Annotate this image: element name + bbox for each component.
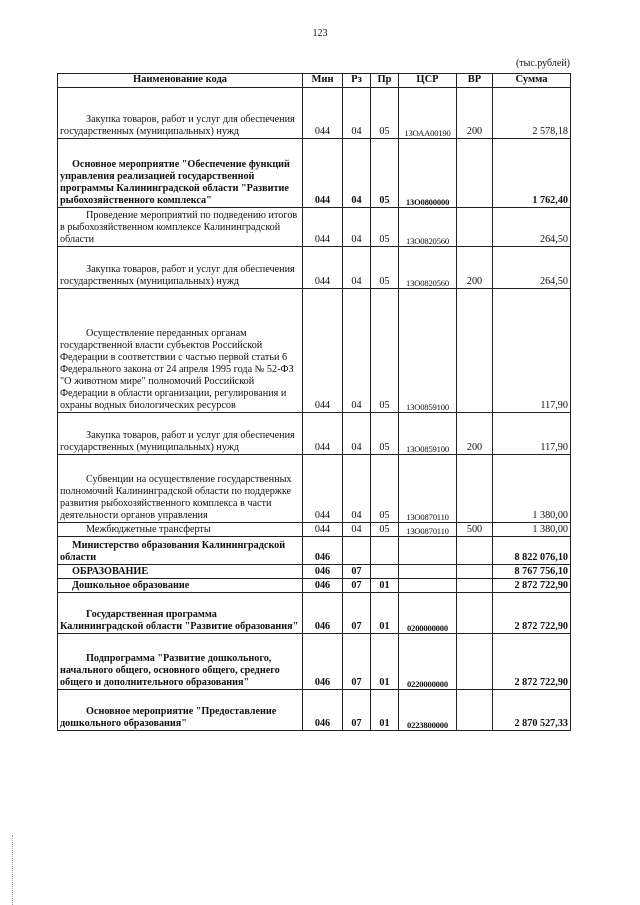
row-name: Основное мероприятие "Предоставление дошкольного образования" xyxy=(58,690,303,731)
row-name: Закупка товаров, работ и услуг для обеспечения государственных (муниципальных) нужд xyxy=(58,88,303,139)
row-min: 046 xyxy=(303,537,343,565)
row-sum: 2 872 722,90 xyxy=(493,579,571,593)
row-csr xyxy=(399,565,457,579)
units-label: (тыс.рублей) xyxy=(515,58,570,69)
row-min: 044 xyxy=(303,455,343,523)
row-csr: 13ОАА00190 xyxy=(399,88,457,139)
table-row xyxy=(58,247,571,289)
row-min: 046 xyxy=(303,593,343,634)
row-min: 046 xyxy=(303,579,343,593)
row-rz: 07 xyxy=(343,690,371,731)
row-min: 044 xyxy=(303,247,343,289)
row-pr xyxy=(371,565,399,579)
row-vr xyxy=(457,537,493,565)
row-vr xyxy=(457,139,493,208)
row-rz: 04 xyxy=(343,139,371,208)
row-rz: 04 xyxy=(343,455,371,523)
row-vr: 200 xyxy=(457,413,493,455)
row-name: Дошкольное образование xyxy=(58,579,303,593)
row-name: Проведение мероприятий по подведению итогов в рыбохозяйственном комплексе Калининградской области xyxy=(58,208,303,247)
row-rz xyxy=(343,537,371,565)
row-name: ОБРАЗОВАНИЕ xyxy=(58,565,303,579)
row-vr xyxy=(457,208,493,247)
row-sum: 1 380,00 xyxy=(493,523,571,537)
table-row xyxy=(58,537,571,565)
header-row xyxy=(58,74,571,88)
header-sum: Сумма xyxy=(493,74,571,88)
row-csr: 13О0820560 xyxy=(399,208,457,247)
row-vr xyxy=(457,593,493,634)
row-min: 046 xyxy=(303,634,343,690)
row-min: 044 xyxy=(303,208,343,247)
table-row xyxy=(58,579,571,593)
row-name: Закупка товаров, работ и услуг для обеспечения государственных (муниципальных) нужд xyxy=(58,247,303,289)
table-row xyxy=(58,289,571,413)
table-row xyxy=(58,88,571,139)
row-sum: 8 822 076,10 xyxy=(493,537,571,565)
row-name: Осуществление переданных органам государственной власти субъектов Российской Федерации в соответствии с частью первой статьи 6 Федерального закона от 24 апреля 1995 года № 52-ФЗ "О животном мире" полномочий Российской Федерации в области организации, регулирования и охраны водных биологических ресурсов xyxy=(58,289,303,413)
row-csr: 13О0859100 xyxy=(399,413,457,455)
page-number: 123 xyxy=(312,28,328,39)
row-csr: 0223800000 xyxy=(399,690,457,731)
row-vr xyxy=(457,579,493,593)
row-pr: 05 xyxy=(371,523,399,537)
row-min: 044 xyxy=(303,88,343,139)
row-vr xyxy=(457,455,493,523)
table-row xyxy=(58,208,571,247)
row-pr: 01 xyxy=(371,634,399,690)
row-sum: 2 578,18 xyxy=(493,88,571,139)
table-row xyxy=(58,690,571,731)
row-pr: 05 xyxy=(371,139,399,208)
row-pr: 01 xyxy=(371,690,399,731)
table-row xyxy=(58,593,571,634)
row-sum: 8 767 756,10 xyxy=(493,565,571,579)
header-vr: ВР xyxy=(457,74,493,88)
row-name: Закупка товаров, работ и услуг для обеспечения государственных (муниципальных) нужд xyxy=(58,413,303,455)
header-pr: Пр xyxy=(371,74,399,88)
row-min: 044 xyxy=(303,413,343,455)
row-rz: 04 xyxy=(343,247,371,289)
row-rz: 04 xyxy=(343,523,371,537)
row-rz: 04 xyxy=(343,88,371,139)
table-row xyxy=(58,413,571,455)
row-vr xyxy=(457,565,493,579)
row-pr: 05 xyxy=(371,247,399,289)
row-pr: 05 xyxy=(371,413,399,455)
row-name: Государственная программа Калининградской области "Развитие образования" xyxy=(58,593,303,634)
budget-table xyxy=(57,73,571,731)
row-pr: 05 xyxy=(371,455,399,523)
header-rz: Рз xyxy=(343,74,371,88)
table-row xyxy=(58,565,571,579)
row-sum: 2 872 722,90 xyxy=(493,593,571,634)
row-sum: 117,90 xyxy=(493,413,571,455)
row-rz: 04 xyxy=(343,289,371,413)
row-min: 044 xyxy=(303,289,343,413)
row-pr: 05 xyxy=(371,208,399,247)
row-sum: 117,90 xyxy=(493,289,571,413)
row-min: 046 xyxy=(303,565,343,579)
table-row xyxy=(58,523,571,537)
row-rz: 04 xyxy=(343,413,371,455)
row-rz: 07 xyxy=(343,565,371,579)
row-min: 044 xyxy=(303,139,343,208)
row-name: Министерство образования Калининградской области xyxy=(58,537,303,565)
row-pr: 05 xyxy=(371,88,399,139)
row-pr xyxy=(371,537,399,565)
row-sum: 2 872 722,90 xyxy=(493,634,571,690)
header-min: Мин xyxy=(303,74,343,88)
table-row xyxy=(58,139,571,208)
row-csr xyxy=(399,537,457,565)
row-vr: 500 xyxy=(457,523,493,537)
header-csr: ЦСР xyxy=(399,74,457,88)
row-name: Межбюджетные трансферты xyxy=(58,523,303,537)
row-csr: 13О0870110 xyxy=(399,455,457,523)
row-csr xyxy=(399,579,457,593)
row-csr: 13О0859100 xyxy=(399,289,457,413)
row-vr: 200 xyxy=(457,88,493,139)
row-min: 044 xyxy=(303,523,343,537)
row-pr: 05 xyxy=(371,289,399,413)
row-pr: 01 xyxy=(371,579,399,593)
row-csr: 0220000000 xyxy=(399,634,457,690)
row-vr xyxy=(457,289,493,413)
row-vr xyxy=(457,634,493,690)
row-csr: 13О0800000 xyxy=(399,139,457,208)
row-sum: 1 762,40 xyxy=(493,139,571,208)
row-csr: 13О0820560 xyxy=(399,247,457,289)
row-min: 046 xyxy=(303,690,343,731)
header-name: Наименование кода xyxy=(58,74,303,88)
row-name: Субвенции на осуществление государственных полномочий Калининградской области по поддержке развития рыбохозяйственного комплекса в части деятельности органов управления xyxy=(58,455,303,523)
row-pr: 01 xyxy=(371,593,399,634)
table-row xyxy=(58,634,571,690)
table-row xyxy=(58,455,571,523)
row-csr: 0200000000 xyxy=(399,593,457,634)
row-sum: 1 380,00 xyxy=(493,455,571,523)
scan-edge-mark xyxy=(12,835,13,905)
row-sum: 264,50 xyxy=(493,247,571,289)
row-sum: 264,50 xyxy=(493,208,571,247)
row-rz: 07 xyxy=(343,593,371,634)
row-rz: 07 xyxy=(343,634,371,690)
row-vr xyxy=(457,690,493,731)
row-name: Подпрограмма "Развитие дошкольного, начального общего, основного общего, среднего общего и дополнительного образования" xyxy=(58,634,303,690)
row-sum: 2 870 527,33 xyxy=(493,690,571,731)
row-name: Основное мероприятие "Обеспечение функций управления реализацией государственной программы Калининградской области "Развитие рыбохозяйственного комплекса" xyxy=(58,139,303,208)
row-csr: 13О0870110 xyxy=(399,523,457,537)
row-vr: 200 xyxy=(457,247,493,289)
row-rz: 04 xyxy=(343,208,371,247)
row-rz: 07 xyxy=(343,579,371,593)
